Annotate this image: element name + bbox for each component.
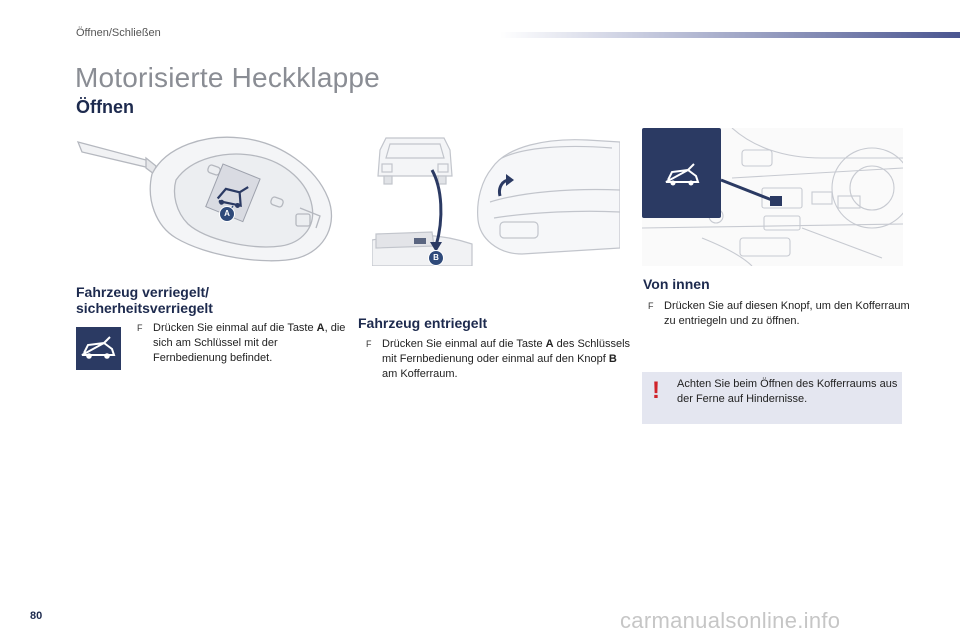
bullet-unlocked-key-b: B	[608, 353, 617, 365]
bullet-unlocked-text-2: des Schlüssels mit Fernbedienung oder einmal auf den Knopf	[382, 338, 631, 365]
car-tailgate-open-icon	[76, 327, 121, 370]
key-button-a-badge: A	[219, 206, 235, 222]
bullet-inside	[648, 299, 914, 329]
bullet-locked-text-1: Drücken Sie einmal auf die Taste	[153, 322, 317, 334]
bullet-locked-key-a: A	[316, 322, 325, 334]
bullet-marker: F	[648, 301, 654, 311]
car-rear-illustration	[372, 128, 620, 266]
bullet-locked-text-2: , die sich am Schlüssel mit der Fernbedienung befindet.	[153, 322, 346, 364]
bullet-inside-text: Drücken Sie auf diesen Knopf, um den Kofferraum zu entriegeln und zu öffnen.	[664, 300, 910, 327]
bullet-unlocked-key-a: A	[545, 338, 554, 350]
header-section-label: Öffnen/Schließen	[76, 27, 161, 39]
trunk-button-b-badge: B	[428, 250, 444, 266]
warning-text: Achten Sie beim Öffnen des Kofferraums aus der Ferne auf Hindernisse.	[677, 378, 898, 405]
subhead-locked-line2: sicherheitsverriegelt	[76, 300, 213, 316]
watermark: carmanualsonline.info	[620, 608, 841, 633]
header-gradient-bar	[500, 32, 960, 38]
page-title: Motorisierte Heckklappe	[75, 62, 380, 93]
page-number: 80	[30, 610, 43, 622]
section-title: Öffnen	[76, 97, 134, 117]
subhead-locked-line1: Fahrzeug verriegelt/	[76, 284, 210, 300]
subhead-locked	[76, 284, 213, 316]
bullet-marker: F	[137, 323, 143, 333]
subhead-inside: Von innen	[643, 276, 710, 292]
bullet-locked	[137, 321, 353, 366]
bullet-unlocked	[366, 337, 634, 382]
dashboard-illustration	[642, 128, 903, 266]
subhead-unlocked: Fahrzeug entriegelt	[358, 315, 488, 331]
key-fob-illustration	[76, 128, 338, 266]
bullet-unlocked-text-3: am Kofferraum.	[382, 368, 458, 380]
trunk-icon-box	[76, 327, 121, 370]
warning-exclamation-icon: !	[652, 377, 660, 404]
bullet-marker: F	[366, 339, 372, 349]
bullet-unlocked-text-1: Drücken Sie einmal auf die Taste	[382, 338, 546, 350]
